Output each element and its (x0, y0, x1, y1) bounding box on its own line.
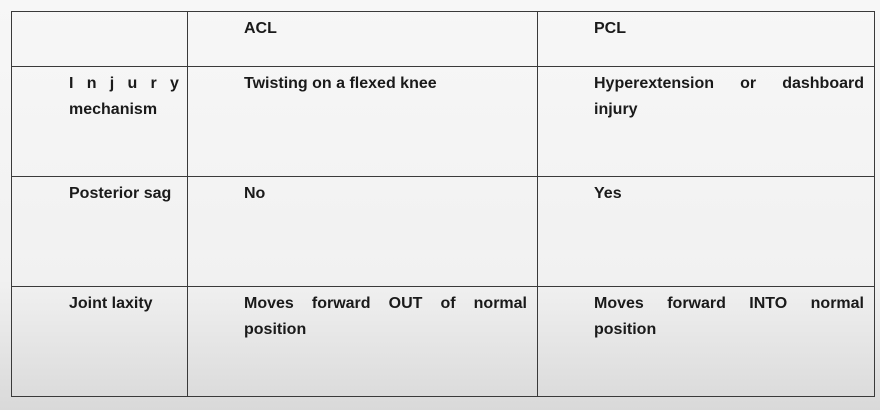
header-cell-acl (188, 12, 538, 67)
row-label-injury (69, 71, 179, 97)
comparison-table-container (11, 11, 875, 397)
row-label-injury-letter: u (127, 75, 138, 92)
row-label-injury-letter: y (170, 75, 179, 92)
pcl-cell (538, 177, 875, 287)
pcl-cell (538, 67, 875, 177)
pcl-injury-mechanism: Hyperextension or dashboard injury (594, 75, 864, 118)
acl-posterior-sag: No (244, 185, 266, 202)
pcl-posterior-sag: Yes (594, 185, 622, 202)
row-label-injury-letter: j (109, 75, 115, 92)
header-cell-pcl (538, 12, 875, 67)
acl-cell (188, 67, 538, 177)
table-header-row (12, 12, 875, 67)
header-pcl-label: PCL (594, 20, 626, 37)
pcl-cell (538, 287, 875, 397)
acl-pcl-comparison-table (11, 11, 875, 397)
row-label-cell (12, 177, 188, 287)
header-cell-empty (12, 12, 188, 67)
row-label-injury-letter: I (69, 75, 74, 92)
acl-injury-mechanism: Twisting on a flexed knee (244, 75, 437, 92)
row-label-injury-letter: r (150, 75, 157, 92)
row-label-mechanism: mechanism (69, 101, 158, 118)
table-row (12, 177, 875, 287)
acl-joint-laxity: Moves forward OUT of normal position (244, 295, 527, 338)
row-label-injury-letter: n (86, 75, 97, 92)
row-label-posterior-sag: Posterior sag (69, 185, 172, 202)
row-label-cell (12, 67, 188, 177)
row-label-joint-laxity: Joint laxity (69, 295, 153, 312)
row-label-cell (12, 287, 188, 397)
acl-cell (188, 177, 538, 287)
pcl-joint-laxity: Moves forward INTO normal position (594, 295, 864, 338)
header-acl-label: ACL (244, 20, 277, 37)
acl-cell (188, 287, 538, 397)
table-row (12, 287, 875, 397)
table-row (12, 67, 875, 177)
